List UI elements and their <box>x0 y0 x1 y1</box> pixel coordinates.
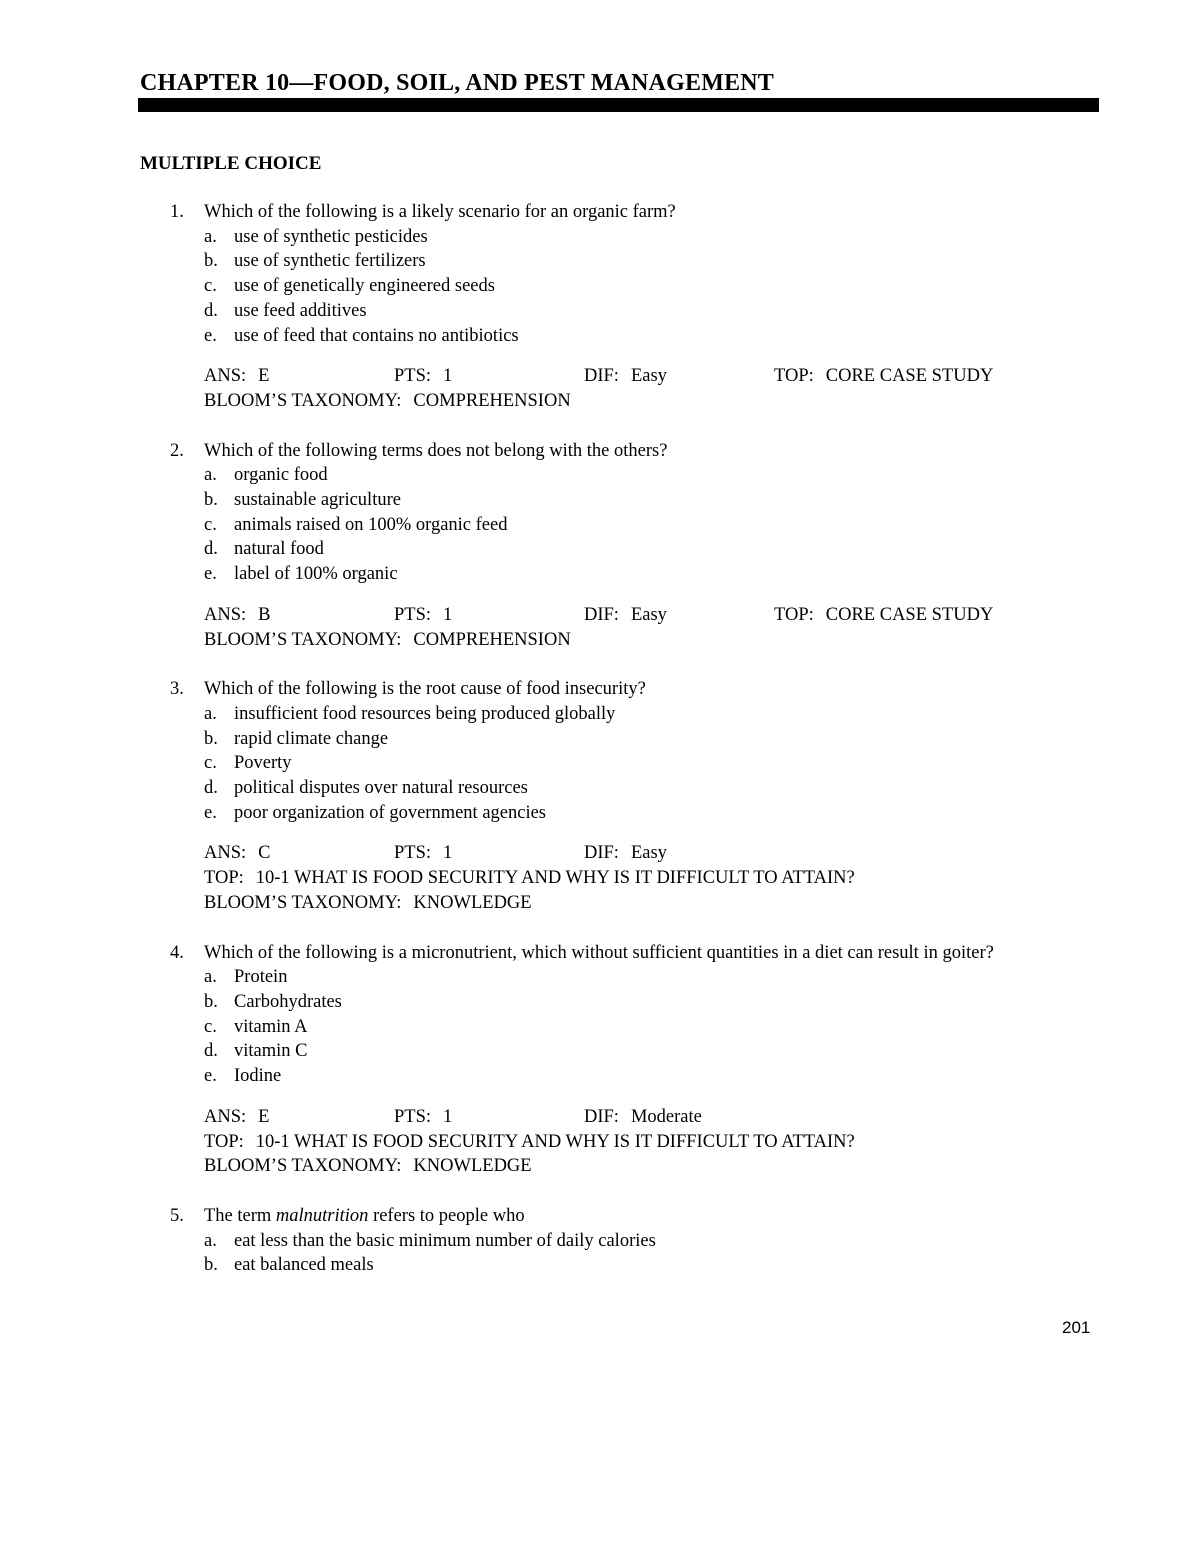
pts-label: PTS: <box>394 1106 432 1127</box>
option-a <box>140 463 1100 488</box>
bloom-label: BLOOM’S TAXONOMY: <box>204 390 402 411</box>
question-number: 5. <box>170 1205 184 1226</box>
chapter-title: CHAPTER 10—FOOD, SOIL, AND PEST MANAGEMENT <box>140 70 775 96</box>
option-letter: b. <box>204 991 218 1012</box>
bloom-value: KNOWLEDGE <box>413 1156 532 1177</box>
option-letter: b. <box>204 1255 218 1276</box>
pts-value: 1 <box>443 604 453 625</box>
pts-value: 1 <box>443 366 453 387</box>
option-text: poor organization of government agencies <box>234 802 546 823</box>
ans-label: ANS: <box>204 843 247 864</box>
option-b <box>140 727 1100 752</box>
dif-value: Easy <box>630 366 667 387</box>
option-c <box>140 1015 1100 1040</box>
ans-label: ANS: <box>204 366 247 387</box>
question-2 <box>140 439 1100 653</box>
option-a <box>140 965 1100 990</box>
top-value: 10-1 WHAT IS FOOD SECURITY AND WHY IS IT DIFFICULT TO ATTAIN? <box>255 1131 855 1152</box>
option-text: use feed additives <box>234 300 367 321</box>
option-text: vitamin C <box>234 1041 308 1062</box>
question-number: 1. <box>170 202 184 222</box>
option-letter: c. <box>204 514 217 535</box>
option-letter: a. <box>204 1230 217 1251</box>
pts-value: 1 <box>443 1106 453 1127</box>
ans-value: B <box>258 604 271 625</box>
option-letter: d. <box>204 300 218 321</box>
option-text: Iodine <box>234 1066 282 1087</box>
option-letter: e. <box>204 564 217 585</box>
option-text: use of feed that contains no antibiotics <box>234 325 519 346</box>
option-a <box>140 1229 1100 1254</box>
question-3 <box>140 677 1100 915</box>
option-a <box>140 225 1100 250</box>
option-d <box>140 1039 1100 1064</box>
option-text: insufficient food resources being produced globally <box>234 703 616 724</box>
option-letter: e. <box>204 802 217 823</box>
dif-label: DIF: <box>584 843 619 864</box>
bloom-label: BLOOM’S TAXONOMY: <box>204 1156 402 1177</box>
top-label: TOP: <box>204 868 244 889</box>
bloom-label: BLOOM’S TAXONOMY: <box>204 629 402 650</box>
option-text: vitamin A <box>234 1016 308 1037</box>
option-e <box>140 562 1100 587</box>
option-letter: a. <box>204 967 217 988</box>
option-text: use of genetically engineered seeds <box>234 276 495 297</box>
top-value: CORE CASE STUDY <box>825 604 994 625</box>
question-stem: Which of the following terms does not belong with the others? <box>204 440 668 461</box>
question-list <box>140 200 1100 1303</box>
question-stem: Which of the following is a micronutrient, which without sufficient quantities in a diet can result in goiter? <box>204 942 994 963</box>
option-text: natural food <box>234 539 324 560</box>
option-text: use of synthetic fertilizers <box>234 251 426 272</box>
option-text: sustainable agriculture <box>234 490 401 511</box>
dif-label: DIF: <box>584 366 619 387</box>
pts-label: PTS: <box>394 843 432 864</box>
dif-label: DIF: <box>584 1106 619 1127</box>
pts-label: PTS: <box>394 604 432 625</box>
dif-label: DIF: <box>584 604 619 625</box>
pts-label: PTS: <box>394 366 432 387</box>
page-number: 201 <box>1062 1318 1091 1337</box>
option-text: animals raised on 100% organic feed <box>234 514 508 535</box>
option-letter: b. <box>204 251 218 272</box>
option-letter: a. <box>204 465 217 486</box>
bloom-value: KNOWLEDGE <box>413 892 532 913</box>
option-c <box>140 751 1100 776</box>
option-letter: a. <box>204 226 217 247</box>
option-letter: a. <box>204 703 217 724</box>
option-text: organic food <box>234 465 328 486</box>
question-4 <box>140 941 1100 1179</box>
question-5 <box>140 1204 1100 1278</box>
option-text: eat less than the basic minimum number of daily calories <box>234 1230 656 1251</box>
option-d <box>140 299 1100 324</box>
option-letter: c. <box>204 1016 217 1037</box>
top-label: TOP: <box>774 366 814 387</box>
top-value: CORE CASE STUDY <box>825 366 994 387</box>
section-title: MULTIPLE CHOICE <box>140 153 322 174</box>
option-text: rapid climate change <box>234 728 389 749</box>
option-text: Poverty <box>234 753 292 774</box>
question-number: 2. <box>170 440 184 461</box>
option-text: political disputes over natural resources <box>234 778 528 799</box>
option-d <box>140 537 1100 562</box>
dif-value: Moderate <box>630 1106 702 1127</box>
bloom-value: COMPREHENSION <box>413 390 571 411</box>
option-e <box>140 1064 1100 1089</box>
question-number: 3. <box>170 679 184 700</box>
title-rule <box>138 98 1099 112</box>
option-c <box>140 513 1100 538</box>
answer-meta <box>140 603 1100 652</box>
top-label: TOP: <box>774 604 814 625</box>
question-number: 4. <box>170 942 184 963</box>
ans-label: ANS: <box>204 604 247 625</box>
option-b <box>140 488 1100 513</box>
question-stem <box>204 1204 1100 1229</box>
option-letter: d. <box>204 778 218 799</box>
ans-label: ANS: <box>204 1106 247 1127</box>
question-stem: Which of the following is the root cause of food insecurity? <box>204 679 646 700</box>
dif-value: Easy <box>630 604 667 625</box>
option-text: label of 100% organic <box>234 564 398 585</box>
bloom-label: BLOOM’S TAXONOMY: <box>204 892 402 913</box>
option-b <box>140 249 1100 274</box>
ans-value: E <box>258 1106 270 1127</box>
ans-value: E <box>258 366 270 387</box>
option-b <box>140 1253 1100 1278</box>
option-text: Protein <box>234 967 288 988</box>
option-letter: e. <box>204 325 217 346</box>
option-text: eat balanced meals <box>234 1255 374 1276</box>
option-e <box>140 324 1100 349</box>
answer-meta <box>140 1105 1100 1179</box>
bloom-value: COMPREHENSION <box>413 629 571 650</box>
option-letter: d. <box>204 539 218 560</box>
stem-emphasis: malnutrition <box>275 1205 369 1226</box>
question-1 <box>140 200 1100 414</box>
ans-value: C <box>258 843 271 864</box>
option-a <box>140 702 1100 727</box>
option-letter: b. <box>204 490 218 511</box>
option-e <box>140 801 1100 826</box>
top-value: 10-1 WHAT IS FOOD SECURITY AND WHY IS IT DIFFICULT TO ATTAIN? <box>255 868 855 889</box>
answer-meta <box>140 364 1100 413</box>
option-c <box>140 274 1100 299</box>
option-b <box>140 990 1100 1015</box>
option-text: Carbohydrates <box>234 991 342 1012</box>
top-label: TOP: <box>204 1131 244 1152</box>
option-letter: c. <box>204 276 217 297</box>
option-d <box>140 776 1100 801</box>
dif-value: Easy <box>630 843 667 864</box>
option-letter: c. <box>204 753 217 774</box>
option-letter: e. <box>204 1066 217 1087</box>
option-letter: d. <box>204 1041 218 1062</box>
option-letter: b. <box>204 728 218 749</box>
option-text: use of synthetic pesticides <box>234 226 428 247</box>
stem-text-post: refers to people who <box>368 1205 525 1226</box>
pts-value: 1 <box>443 843 453 864</box>
question-stem: Which of the following is a likely scenario for an organic farm? <box>204 202 676 222</box>
answer-meta <box>140 841 1100 915</box>
stem-text-pre: The term <box>204 1205 276 1226</box>
